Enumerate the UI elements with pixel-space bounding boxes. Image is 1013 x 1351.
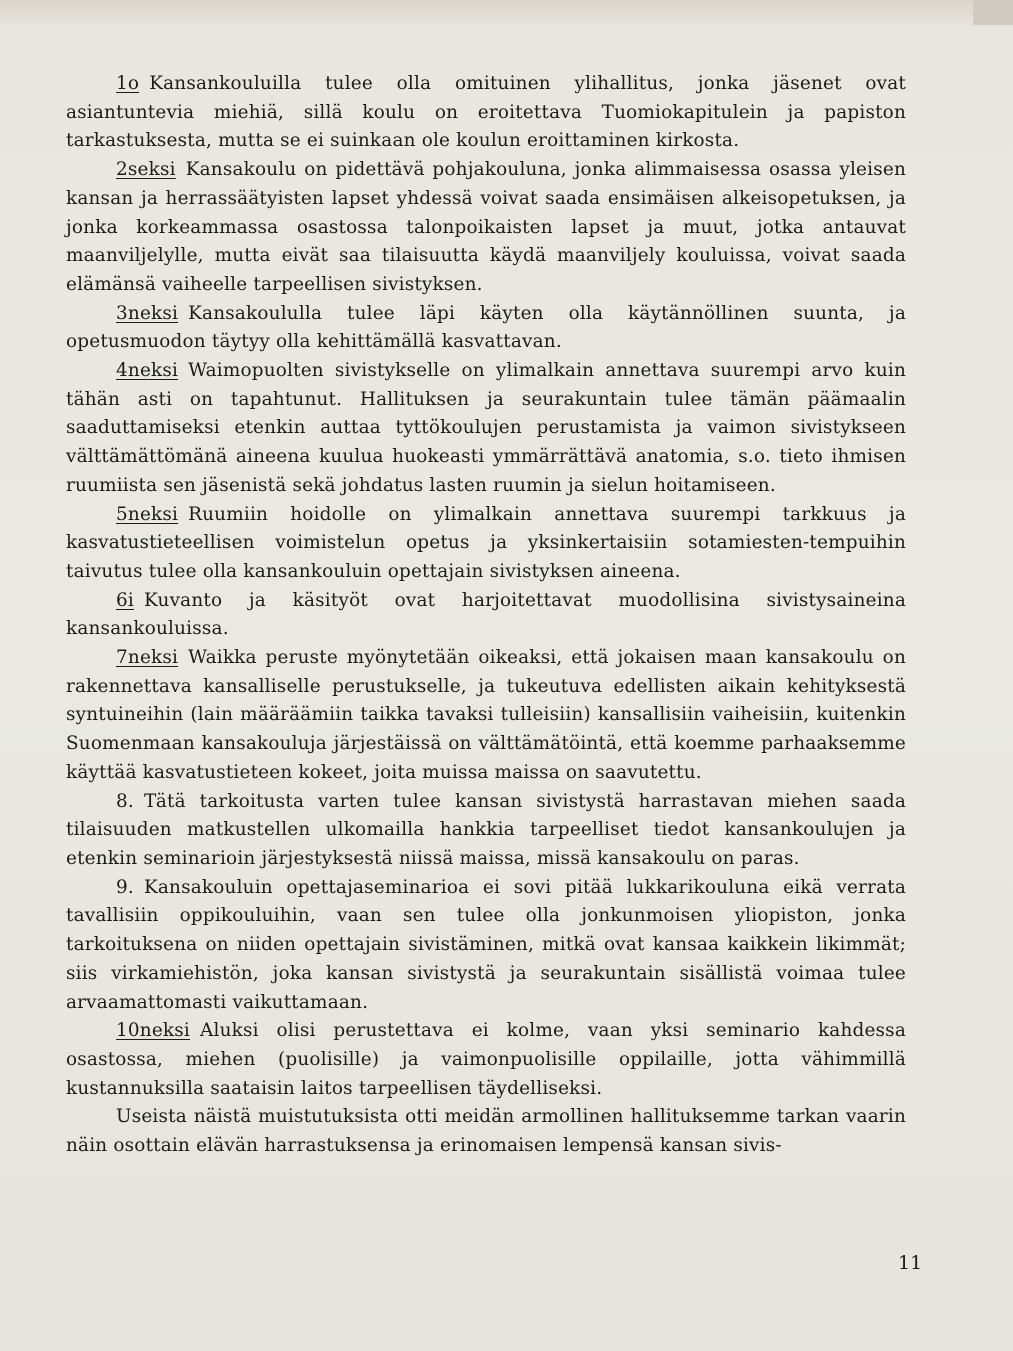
paragraph-11 <box>66 1103 906 1160</box>
paragraph-label: 6i <box>116 589 134 611</box>
paragraph-text: Tätä tarkoitusta varten tulee kansan sivistystä harrastavan miehen saada tilaisuuden matkustellen ulkomailla hankkia tarpeelliset tiedot kansankoulujen ja etenkin seminarioin järjestyksestä niissä maissa, missä kansakoulu on paras. <box>66 790 906 869</box>
paragraph-label: 1o <box>116 73 140 94</box>
paragraph-text: Kansakouluin opettajaseminarioa ei sovi pitää lukkarikouluna eikä verrata tavallisiin oppikouluihin, vaan sen tulee olla jonkunmoisen yliopiston, jonka tarkoituksena on niiden opettajain sivistäminen, mitkä ovat kansaa kaikkein likimmät; siis virkamiehistön, joka kansan sivistystä ja seurakuntain sisällistä voimaa tulee arvaamattomasti vaikuttamaan. <box>66 876 906 1013</box>
paragraph-text: Ruumiin hoidolle on ylimalkain annettava suurempi tarkkuus ja kasvatustieteellisen voimistelun opetus ja yksinkertaisiin sotamiesten-tempuihin taivutus tulee olla kansankouluin opettajain sivistyksen aineena. <box>66 503 906 582</box>
paragraph-text: Useista näistä muistutuksista otti meidän armollinen hallituksemme tarkan vaarin näin osottain elävän harrastuksensa ja erinomaisen lempensä kansan sivis- <box>66 1106 906 1157</box>
paragraph-9 <box>66 874 906 1018</box>
paragraph-text: Aluksi olisi perustettava ei kolme, vaan yksi seminario kahdessa osastossa, miehen (puolisille) ja vaimonpuolisille oppilaille, jotta vähimmillä kustannuksilla saataisin laitos tarpeellisen täydelliseksi. <box>66 1020 906 1099</box>
paragraph-label: 4neksi <box>116 360 179 382</box>
paragraph-1 <box>66 70 906 156</box>
paragraph-text: Kansakoululla tulee läpi käyten olla käytännöllinen suunta, ja opetusmuodon täytyy olla kehittämällä kasvattavan. <box>66 302 906 353</box>
paragraph-8 <box>66 788 906 874</box>
paragraph-2 <box>66 156 906 300</box>
page-top-shadow <box>0 0 1013 30</box>
paragraph-4 <box>66 357 906 501</box>
page-text <box>66 70 906 1161</box>
paragraph-text: Waimopuolten sivistykselle on ylimalkain annettava suurempi arvo kuin tähän asti on tapahtunut. Hallituksen ja seurakuntain tulee tämän päämaalin saaduttamiseksi etenkin auttaa tyttökoulujen perustamista ja vaimon sivistykseen välttämättömänä aineena kuulua huokeasti ymmärrättävä anatomia, s.o. tieto ihmisen ruumiista sen jäsenistä sekä johdatus lasten ruumin ja sielun hoitamiseen. <box>66 360 906 496</box>
paragraph-7 <box>66 644 906 788</box>
paragraph-10 <box>66 1017 906 1103</box>
paragraph-label: 2seksi <box>116 159 176 181</box>
paragraph-5 <box>66 501 906 587</box>
page-number: 11 <box>898 1252 923 1274</box>
paragraph-label: 10neksi <box>116 1020 190 1042</box>
page-corner-shadow <box>973 0 1013 25</box>
paragraph-3 <box>66 300 906 357</box>
paragraph-text: Waikka peruste myönytetään oikeaksi, että jokaisen maan kansakoulu on rakennettava kansalliselle perustukselle, ja tukeutuva edellisten aikain kehityksestä syntuineihin (lain määräämiin taikka tavaksi tulleisiin) kansallisiin vaiheisiin, kuitenkin Suomenmaan kansakouluja järjestäissä on välttämätöintä, että koemme parhaaksemme käyttää kasvatustieteen kokeet, joita muissa maissa on saavutettu. <box>66 647 906 783</box>
paragraph-label: 9. <box>116 876 134 898</box>
paragraph-text: Kuvanto ja käsityöt ovat harjoitettavat muodollisina sivistysaineina kansankouluissa. <box>66 589 906 640</box>
paragraph-text: Kansakoulu on pidettävä pohjakouluna, jonka alimmaisessa osassa yleisen kansan ja herrassäätyisten lapset yhdessä voivat saada ensimäisen alkeisopetuksen, ja jonka korkeammassa osastossa talonpoikaisten lapset ja muut, jotka antauvat maanviljelylle, mutta eivät saa tilaisuutta käydä maanviljely kouluissa, voivat saada elämänsä vaiheelle tarpeellisen sivistyksen. <box>66 159 906 295</box>
paragraph-6 <box>66 587 906 644</box>
paragraph-label: 5neksi <box>116 503 179 525</box>
paragraph-label: 8. <box>116 790 134 812</box>
paragraph-text: Kansankouluilla tulee olla omituinen ylihallitus, jonka jäsenet ovat asiantuntevia miehiä, sillä koulu on eroitettava Tuomiokapitulein ja papiston tarkastuksesta, mutta se ei suinkaan ole koulun eroittaminen kirkosta. <box>66 73 906 152</box>
paragraph-label: 3neksi <box>116 302 179 324</box>
paragraph-label: 7neksi <box>116 647 179 669</box>
